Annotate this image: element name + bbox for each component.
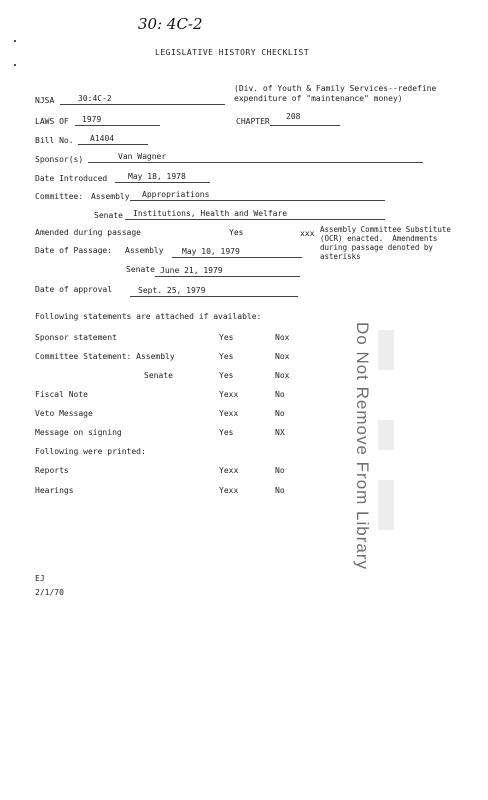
checklist-label: Senate (144, 371, 173, 380)
approval-underline (130, 296, 298, 297)
passage-label: Date of Passage: (35, 246, 113, 255)
sponsor-value: Van Wagner (118, 152, 167, 161)
committee-senate-underline (125, 219, 385, 220)
passage-assembly-underline (172, 257, 302, 258)
printed-label: Hearings (35, 486, 74, 495)
passage-senate-label: Senate (126, 265, 155, 274)
checklist-no: NX (275, 428, 285, 437)
nsa-value: 30:4C-2 (78, 94, 112, 103)
laws-of-value: 1979 (82, 115, 102, 124)
bill-no-label: Bill No. (35, 136, 74, 145)
printed-label: Reports (35, 466, 69, 475)
margin-mark (14, 64, 16, 66)
date-introduced-underline (115, 182, 210, 183)
passage-senate-underline (155, 276, 300, 277)
checklist-yes: Yexx (219, 409, 239, 418)
laws-of-underline (75, 125, 160, 126)
stamp-smudge (378, 420, 394, 450)
checklist-yes: Yexx (219, 390, 239, 399)
chapter-underline (270, 125, 340, 126)
stamp-smudge (378, 480, 394, 530)
printed-yes: Yexx (219, 466, 239, 475)
amended-label: Amended during passage (35, 228, 141, 237)
handwritten-number: 30: 4C-2 (138, 15, 203, 33)
passage-senate-value: June 21, 1979 (160, 266, 223, 275)
substitute-note: Assembly Committee Substitute (OCR) enacted. Amendments during passage denoted by asterisks (320, 225, 451, 261)
chapter-value: 208 (286, 112, 301, 121)
committee-assembly-value: Appropriations (142, 190, 210, 199)
checklist-no: Nox (275, 333, 290, 342)
page-title: LEGISLATIVE HISTORY CHECKLIST (155, 48, 310, 57)
library-stamp: Do Not Remove From Library (353, 322, 372, 571)
checklist-no: Nox (275, 371, 290, 380)
printed-yes: Yexx (219, 486, 239, 495)
checklist-label: Veto Message (35, 409, 93, 418)
nsa-underline (60, 104, 225, 105)
checklist-label: Sponsor statement (35, 333, 117, 342)
checklist-yes: Yes (219, 371, 234, 380)
printed-heading: Following were printed: (35, 447, 146, 456)
sponsor-label: Sponsor(s) (35, 155, 84, 164)
committee-assembly-label: Assembly (91, 192, 130, 201)
passage-assembly-label: Assembly (125, 246, 164, 255)
footer-date: 2/1/70 (35, 588, 64, 597)
approval-label: Date of approval (35, 285, 113, 294)
checklist-label: Message on signing (35, 428, 122, 437)
checklist-yes: Yes (219, 352, 234, 361)
bill-no-underline (78, 144, 148, 145)
statements-heading: Following statements are attached if available: (35, 312, 262, 321)
checklist-label: Fiscal Note (35, 390, 88, 399)
description: (Div. of Youth & Family Services--redefine expenditure of "maintenance" money) (234, 84, 437, 103)
printed-no: No (275, 466, 285, 475)
sponsor-underline (88, 162, 423, 163)
bill-no-value: A1404 (90, 134, 115, 143)
passage-assembly-value: May 10, 1979 (182, 247, 240, 256)
committee-assembly-underline (130, 200, 385, 201)
amended-no-mark: xxx (300, 229, 315, 238)
approval-value: Sept. 25, 1979 (138, 286, 206, 295)
checklist-no: No (275, 390, 285, 399)
checklist-yes: Yes (219, 333, 234, 342)
committee-senate-value: Institutions, Health and Welfare (133, 209, 288, 218)
initials: EJ (35, 574, 45, 583)
committee-senate-label: Senate (94, 211, 123, 220)
laws-of-label: LAWS OF (35, 117, 69, 126)
checklist-label: Committee Statement: Assembly (35, 352, 175, 361)
checklist-no: No (275, 409, 285, 418)
chapter-label: CHAPTER (236, 117, 270, 126)
margin-mark (14, 40, 16, 42)
date-introduced-label: Date Introduced (35, 174, 108, 183)
date-introduced-value: May 18, 1978 (128, 172, 186, 181)
nsa-label: NJSA (35, 96, 55, 105)
checklist-yes: Yes (219, 428, 234, 437)
committee-label: Committee: (35, 192, 84, 201)
printed-no: No (275, 486, 285, 495)
amended-yes: Yes (229, 228, 244, 237)
stamp-smudge (378, 330, 394, 370)
checklist-no: Nox (275, 352, 290, 361)
